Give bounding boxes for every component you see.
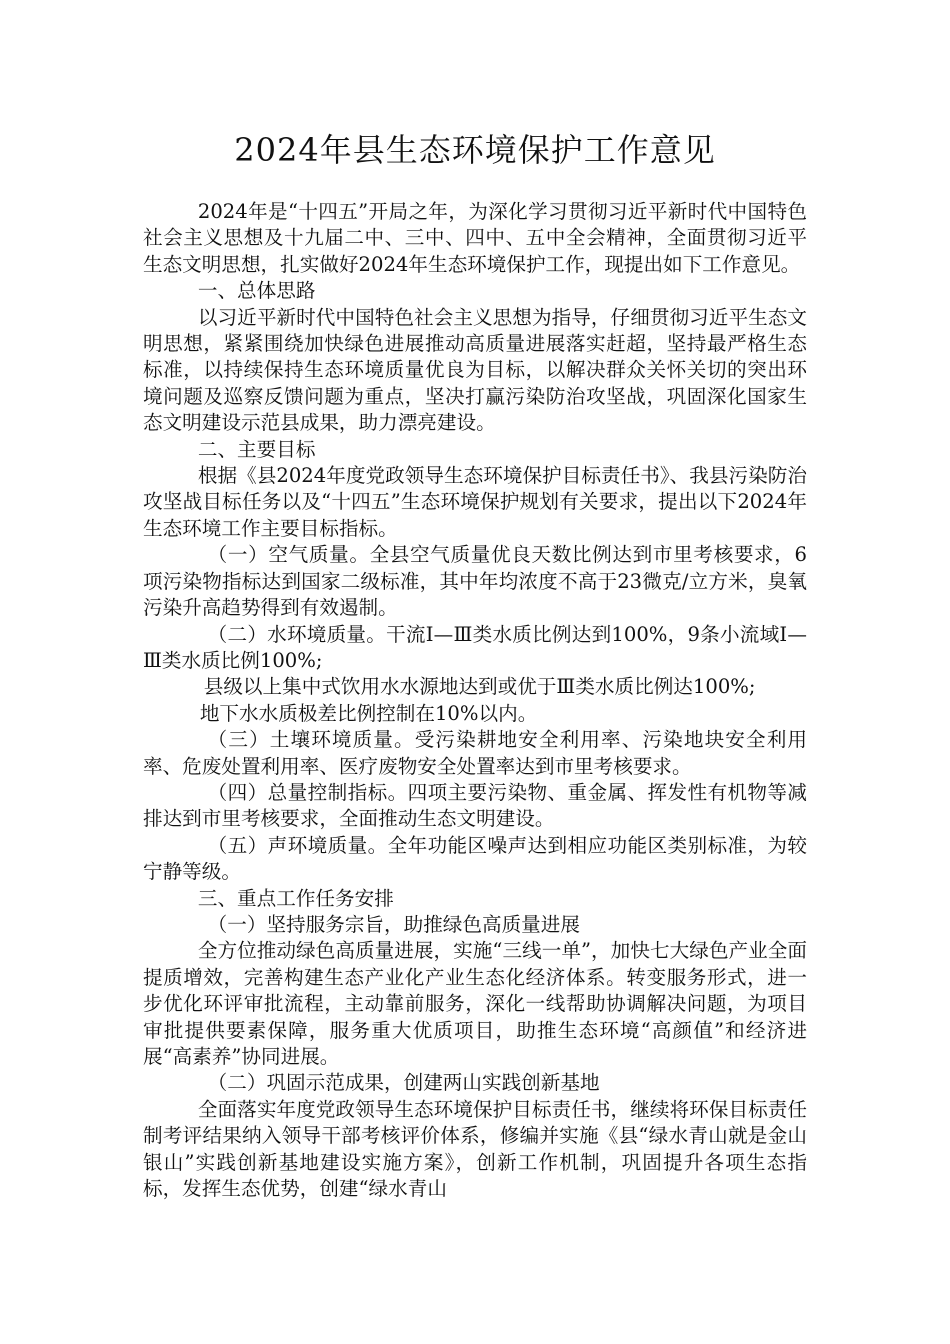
section-heading-key-tasks: 三、重点工作任务安排: [197, 886, 394, 910]
paragraph-demonstration-results: 全面落实年度党政领导生态环境保护目标责任书，继续将环保目标责任制考评结果纳入领导干部考核评价体系，修编并实施《县“绿水青山就是金山银山”实践创新基地建设实施方案》，创新工作机制，巩固提升各项生态指标，发挥生态优势，创建“绿水青山: [143, 1097, 807, 1201]
paragraph-noise-quality: （五）声环境质量。全年功能区噪声达到相应功能区类别标准，为较宁静等级。: [143, 833, 807, 884]
paragraph-water-quality: （二）水环境质量。干流Ⅰ—Ⅲ类水质比例达到100%，9条小流域Ⅰ—Ⅲ类水质比例100%;: [143, 622, 807, 672]
paragraph-air-quality: （一）空气质量。全县空气质量优良天数比例达到市里考核要求，6项污染物指标达到国家二级标准，其中年均浓度不高于23微克/立方米，臭氧污染升高趋势得到有效遏制。: [143, 543, 807, 620]
subheading-demonstration-results: （二）巩固示范成果，创建两山实践创新基地: [207, 1071, 600, 1095]
document-title: 2024年县生态环境保护工作意见: [234, 131, 716, 169]
paragraph-soil-quality: （三）土壤环境质量。受污染耕地安全利用率、污染地块安全利用率、危废处置利用率、医疗废物安全处置率达到市里考核要求。: [143, 728, 807, 778]
paragraph-groundwater: 地下水水质极差比例控制在10%以内。: [199, 701, 538, 725]
section-heading-main-targets: 二、主要目标: [197, 437, 316, 461]
intro-paragraph: 2024年是“十四五”开局之年，为深化学习贯彻习近平新时代中国特色社会主义思想及十九届二中、三中、四中、五中全会精神，全面贯彻习近平生态文明思想，扎实做好2024年生态环境保护工作，现提出如下工作意见。: [143, 200, 807, 276]
paragraph-drinking-water: 县级以上集中式饮用水水源地达到或优于Ⅲ类水质比例达100%;: [203, 675, 756, 699]
section-heading-overall-approach: 一、总体思路: [197, 279, 316, 303]
paragraph-total-control: （四）总量控制指标。四项主要污染物、重金属、挥发性有机物等减排达到市里考核要求，全面推动生态文明建设。: [143, 780, 807, 831]
document-body: [143, 199, 807, 1202]
paragraph-service-purpose: 全方位推动绿色高质量进展，实施“三线一单”，加快七大绿色产业全面提质增效，完善构建生态产业化产业生态化经济体系。转变服务形式，进一步优化环评审批流程，主动靠前服务，深化一线帮助协调解决问题，为项目审批提供要素保障，服务重大优质项目，助推生态环境“高颜值”和经济进展“高素养”协同进展。: [143, 939, 807, 1068]
subheading-service-purpose: （一）坚持服务宗旨，助推绿色高质量进展: [207, 912, 580, 936]
paragraph-overall-approach: 以习近平新时代中国特色社会主义思想为指导，仔细贯彻习近平生态文明思想，紧紧围绕加快绿色进展推动高质量进展落实赶超，坚持最严格生态标准，以持续保持生态环境质量优良为目标，以解决群众关怀关切的突出环境问题及巡察反馈问题为重点，坚决打赢污染防治攻坚战，巩固深化国家生态文明建设示范县成果，助力漂亮建设。: [143, 305, 807, 435]
paragraph-main-targets: 根据《县2024年度党政领导生态环境保护目标责任书》、我县污染防治攻坚战目标任务以及“十四五”生态环境保护规划有关要求，提出以下2024年生态环境工作主要目标指标。: [143, 464, 807, 540]
